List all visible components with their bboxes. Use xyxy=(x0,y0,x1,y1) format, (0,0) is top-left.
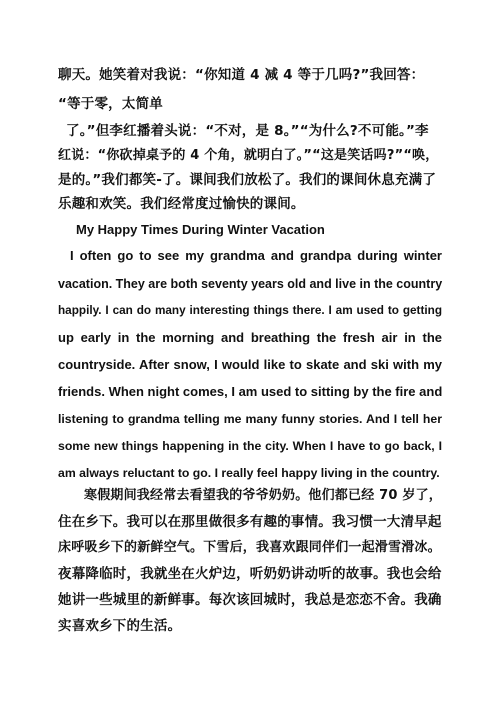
cn-bottom-line: 住在乡下。我可以在那里做很多有趣的事情。我习惯一大清早起 xyxy=(58,514,442,530)
essay-line: I often go to see my grandma and grandpa during winter xyxy=(70,248,442,263)
essay-line: happily. I can do many interesting things there. I am used to getting xyxy=(58,304,442,317)
essay-line: vacation. They are both seventy years old and live in the country xyxy=(58,277,443,291)
essay-line: am always reluctant to go. I really feel happy living in the country. xyxy=(58,466,440,480)
cn-bottom-line: 实喜欢乡下的生活。 xyxy=(58,618,182,634)
essay-line: up early in the morning and breathing the fresh air in the xyxy=(58,330,442,345)
cn-top-line: 了。”但李红播着头说：“不对，是 8。”“为什么?不可能。”李 xyxy=(66,123,429,139)
essay-title: My Happy Times During Winter Vacation xyxy=(76,222,325,237)
cn-top-line: 聊天。她笑着对我说：“你知道 4 减 4 等于几吗?”我回答： xyxy=(58,67,425,83)
essay-line: some new things happening in the city. When I have to go back, I xyxy=(58,439,442,453)
essay-line: friends. When night comes, I am used to sitting by the fire and xyxy=(58,384,443,399)
cn-bottom-line: 她讲一些城里的新鲜事。每次该回城时，我总是恋恋不舍。我确 xyxy=(58,592,442,608)
cn-top-line: “等于零，太简单 xyxy=(58,96,163,112)
essay-line: countryside. After snow, I would like to skate and ski with my xyxy=(58,357,442,372)
essay-line: listening to grandma telling me many funny stories. And I tell her xyxy=(58,412,442,426)
document-page xyxy=(58,0,442,707)
cn-bottom-line: 床呼吸乡下的新鲜空气。下雪后，我喜欢跟同伴们一起滑雪滑冰。 xyxy=(58,540,441,555)
cn-top-line: 乐趣和欢笑。我们经常度过愉快的课间。 xyxy=(58,196,305,212)
cn-top-line: 是的。”我们都笑-了。课间我们放松了。我们的课间休息充满了 xyxy=(58,172,437,188)
cn-bottom-line: 寒假期间我经常去看望我的爷爷奶奶。他们都已经 70 岁了， xyxy=(84,488,442,503)
cn-top-line: 红说：“你砍掉桌予的 4 个角，就明白了。”“这是笑话吗?”“唤， xyxy=(58,148,439,163)
cn-bottom-line: 夜幕降临时，我就坐在火炉边，听奶奶讲动听的故事。我也会给 xyxy=(58,566,442,582)
